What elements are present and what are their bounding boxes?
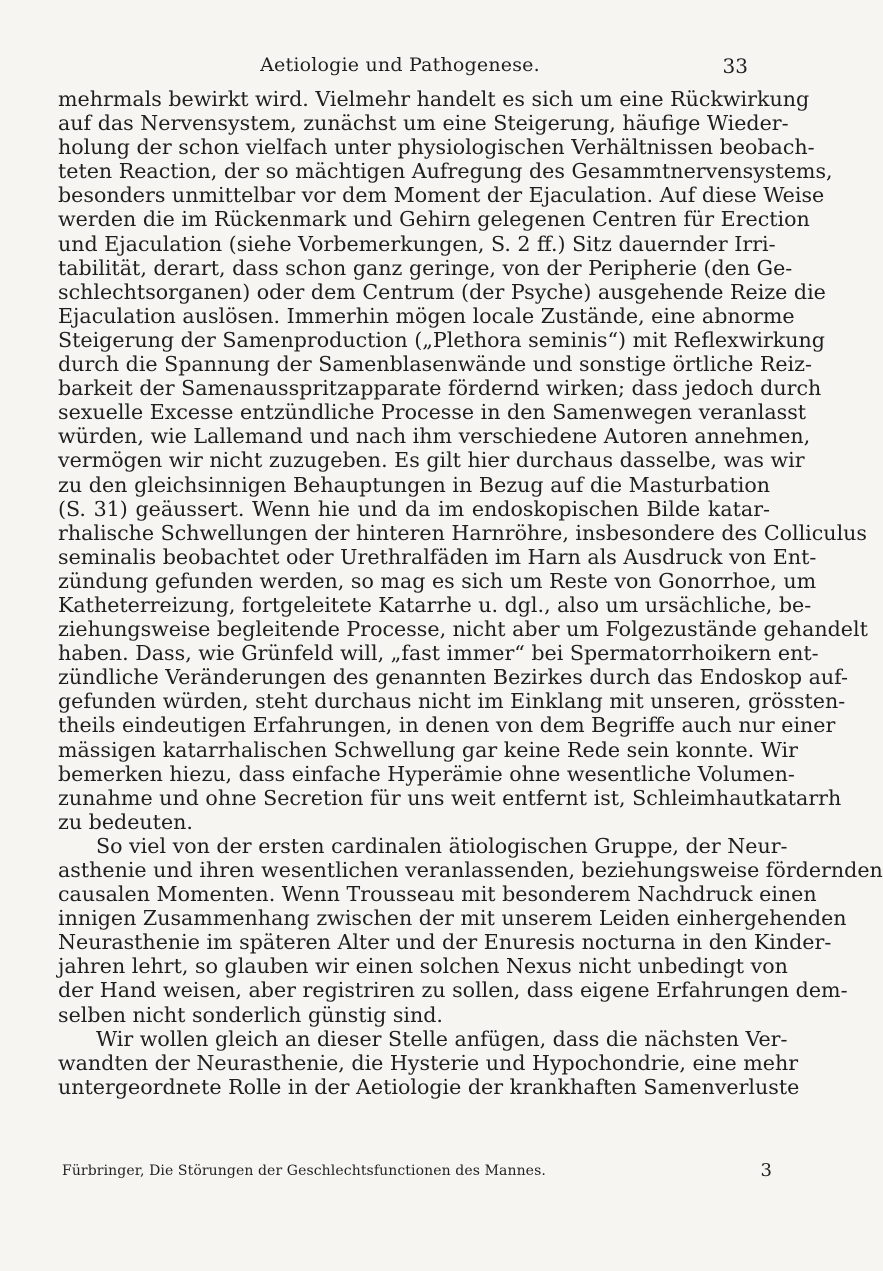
footer-citation: Fürbringer, Die Störungen der Geschlechtsfunctionen des Mannes.	[62, 1163, 546, 1179]
text-line: innigen Zusammenhang zwischen der mit unserem Leiden einhergehenden	[58, 906, 847, 931]
text-line: rhalische Schwellungen der hinteren Harnröhre, insbesondere des Colliculus	[58, 520, 867, 545]
text-line: zu bedeuten.	[58, 809, 193, 834]
text-line: gefunden würden, steht durchaus nicht im Einklang mit unseren, grössten-	[58, 689, 846, 714]
page-number: 33	[722, 54, 748, 78]
text-line: tabilität, derart, dass schon ganz geringe, von der Peripherie (den Ge-	[58, 255, 793, 280]
text-line: zündung gefunden werden, so mag es sich um Reste von Gonorrhoe, um	[58, 568, 817, 593]
text-line: vermögen wir nicht zuzugeben. Es gilt hier durchaus dasselbe, was wir	[58, 448, 805, 473]
text-line: jahren lehrt, so glauben wir einen solchen Nexus nicht unbedingt von	[58, 954, 788, 979]
text-line: (S. 31) geäussert. Wenn hie und da im endoskopischen Bilde katar-	[58, 496, 770, 521]
text-line: durch die Spannung der Samenblasenwände und sonstige örtliche Reiz-	[58, 352, 812, 377]
text-line: mässigen katarrhalischen Schwellung gar keine Rede sein konnte. Wir	[58, 737, 798, 762]
running-title: Aetiologie und Pathogenese.	[260, 54, 540, 76]
text-line: Steigerung der Samenproduction („Plethora seminis“) mit Reflexwirkung	[58, 327, 825, 352]
text-line: barkeit der Samenausspritzapparate fördernd wirken; dass jedoch durch	[58, 376, 822, 401]
text-line: asthenie und ihren wesentlichen veranlassenden, beziehungsweise fördernden	[58, 858, 883, 882]
text-line: zu den gleichsinnigen Behauptungen in Bezug auf die Masturbation	[58, 472, 770, 497]
text-line: selben nicht sonderlich günstig sind.	[58, 1002, 443, 1027]
text-line: So viel von der ersten cardinalen ätiologischen Gruppe, der Neur-	[96, 833, 788, 858]
text-line: causalen Momenten. Wenn Trousseau mit besonderem Nachdruck einen	[58, 882, 817, 907]
text-line: würden, wie Lallemand und nach ihm verschiedene Autoren annehmen,	[58, 424, 811, 449]
text-line: und Ejaculation (siehe Vorbemerkungen, S. 2 ff.) Sitz dauernder Irri-	[58, 231, 776, 256]
text-line: Ejaculation auslösen. Immerhin mögen locale Zustände, eine abnorme	[58, 303, 795, 328]
text-line: Neurasthenie im späteren Alter und der Enuresis nocturna in den Kinder-	[58, 930, 832, 955]
text-line: zündliche Veränderungen des genannten Bezirkes durch das Endoskop auf-	[58, 665, 848, 690]
text-line: haben. Dass, wie Grünfeld will, „fast immer“ bei Spermatorrhoikern ent-	[58, 641, 819, 666]
text-line: wandten der Neurasthenie, die Hysterie und Hypochondrie, eine mehr	[58, 1050, 799, 1075]
paragraph-2	[58, 833, 883, 1027]
text-line: werden die im Rückenmark und Gehirn gelegenen Centren für Erection	[58, 207, 810, 232]
paragraph-3	[58, 1026, 800, 1099]
text-line: teten Reaction, der so mächtigen Aufregung des Gesammtnervensystems,	[58, 159, 833, 184]
body-text	[58, 87, 883, 1099]
text-line: Wir wollen gleich an dieser Stelle anfügen, dass die nächsten Ver-	[96, 1026, 788, 1051]
text-line: Katheterreizung, fortgeleitete Katarrhe u. dgl., also um ursächliche, be-	[58, 592, 812, 617]
page-footer	[62, 1160, 772, 1181]
signature-mark: 3	[760, 1160, 772, 1181]
text-line: mehrmals bewirkt wird. Vielmehr handelt es sich um eine Rückwirkung	[58, 87, 810, 111]
page-header	[0, 54, 800, 84]
text-line: auf das Nervensystem, zunächst um eine Steigerung, häufige Wieder-	[58, 111, 789, 136]
text-line: ziehungsweise begleitende Processe, nicht aber um Folgezustände gehandelt	[58, 617, 868, 642]
text-line: bemerken hiezu, dass einfache Hyperämie ohne wesentliche Volumen-	[58, 761, 795, 786]
paragraph-1	[58, 87, 868, 834]
text-line: besonders unmittelbar vor dem Moment der Ejaculation. Auf diese Weise	[58, 183, 825, 208]
text-line: schlechtsorganen) oder dem Centrum (der Psyche) ausgehende Reize die	[58, 279, 826, 304]
text-line: holung der schon vielfach unter physiologischen Verhältnissen beobach-	[58, 135, 815, 160]
text-line: untergeordnete Rolle in der Aetiologie der krankhaften Samenverluste	[58, 1074, 800, 1099]
text-line: zunahme und ohne Secretion für uns weit entfernt ist, Schleimhautkatarrh	[58, 785, 842, 810]
text-line: seminalis beobachtet oder Urethralfäden im Harn als Ausdruck von Ent-	[58, 544, 817, 569]
text-line: theils eindeutigen Erfahrungen, in denen von dem Begriffe auch nur einer	[58, 713, 836, 738]
text-line: der Hand weisen, aber registriren zu sollen, dass eigene Erfahrungen dem-	[58, 978, 848, 1003]
text-line: sexuelle Excesse entzündliche Processe in den Samenwegen veranlasst	[58, 400, 807, 425]
